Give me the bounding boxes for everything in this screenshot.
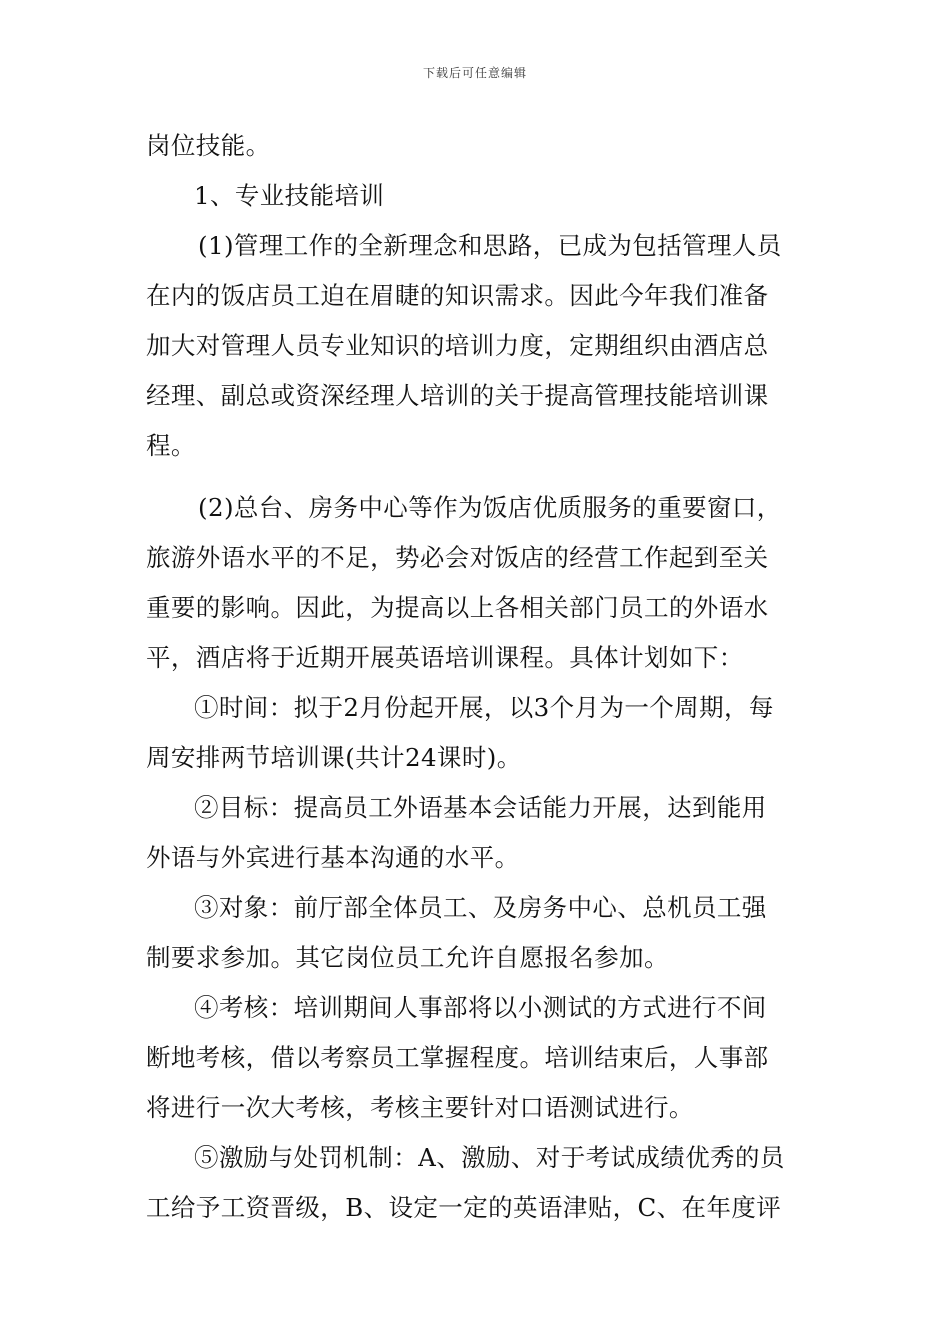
paragraph-line: 在内的饭店员工迫在眉睫的知识需求。因此今年我们准备 [146, 281, 769, 310]
paragraph-line: 周安排两节培训课(共计24课时)。 [146, 743, 522, 772]
paragraph-line: 岗位技能。 [146, 131, 271, 160]
paragraph-line: (1)管理工作的全新理念和思路，已成为包括管理人员 [198, 231, 782, 260]
paragraph-line: ⑤激励与处罚机制：A、激励、对于考试成绩优秀的员 [194, 1143, 785, 1172]
paragraph-line: 将进行一次大考核，考核主要针对口语测试进行。 [146, 1093, 694, 1122]
paragraph-line: 工给予工资晋级，B、设定一定的英语津贴，C、在年度评 [146, 1193, 782, 1222]
paragraph-line: 加大对管理人员专业知识的培训力度，定期组织由酒店总 [146, 331, 769, 360]
paragraph-line: 重要的影响。因此，为提高以上各相关部门员工的外语水 [146, 593, 769, 622]
paragraph-line: 断地考核，借以考察员工掌握程度。培训结束后，人事部 [146, 1043, 769, 1072]
paragraph-line: 程。 [146, 431, 196, 460]
paragraph-line: 制要求参加。其它岗位员工允许自愿报名参加。 [146, 943, 669, 972]
document-body [146, 121, 816, 1233]
paragraph-line: 平，酒店将于近期开展英语培训课程。具体计划如下： [146, 643, 744, 672]
paragraph-line: 外语与外宾进行基本沟通的水平。 [146, 843, 520, 872]
paragraph-line: ③对象：前厅部全体员工、及房务中心、总机员工强 [194, 893, 767, 922]
paragraph-line: 旅游外语水平的不足，势必会对饭店的经营工作起到至关 [146, 543, 769, 572]
paragraph-line: ④考核：培训期间人事部将以小测试的方式进行不间 [194, 993, 767, 1022]
paragraph-line: ②目标：提高员工外语基本会话能力开展，达到能用 [194, 793, 767, 822]
paragraph-line: (2)总台、房务中心等作为饭店优质服务的重要窗口， [198, 493, 782, 522]
paragraph-line: 经理、副总或资深经理人培训的关于提高管理技能培训课 [146, 381, 769, 410]
section-heading: 1、专业技能培训 [194, 181, 385, 210]
page-header: 下载后可任意编辑 [422, 66, 527, 80]
paragraph-line: ①时间：拟于2月份起开展，以3个月为一个周期，每 [194, 693, 774, 722]
